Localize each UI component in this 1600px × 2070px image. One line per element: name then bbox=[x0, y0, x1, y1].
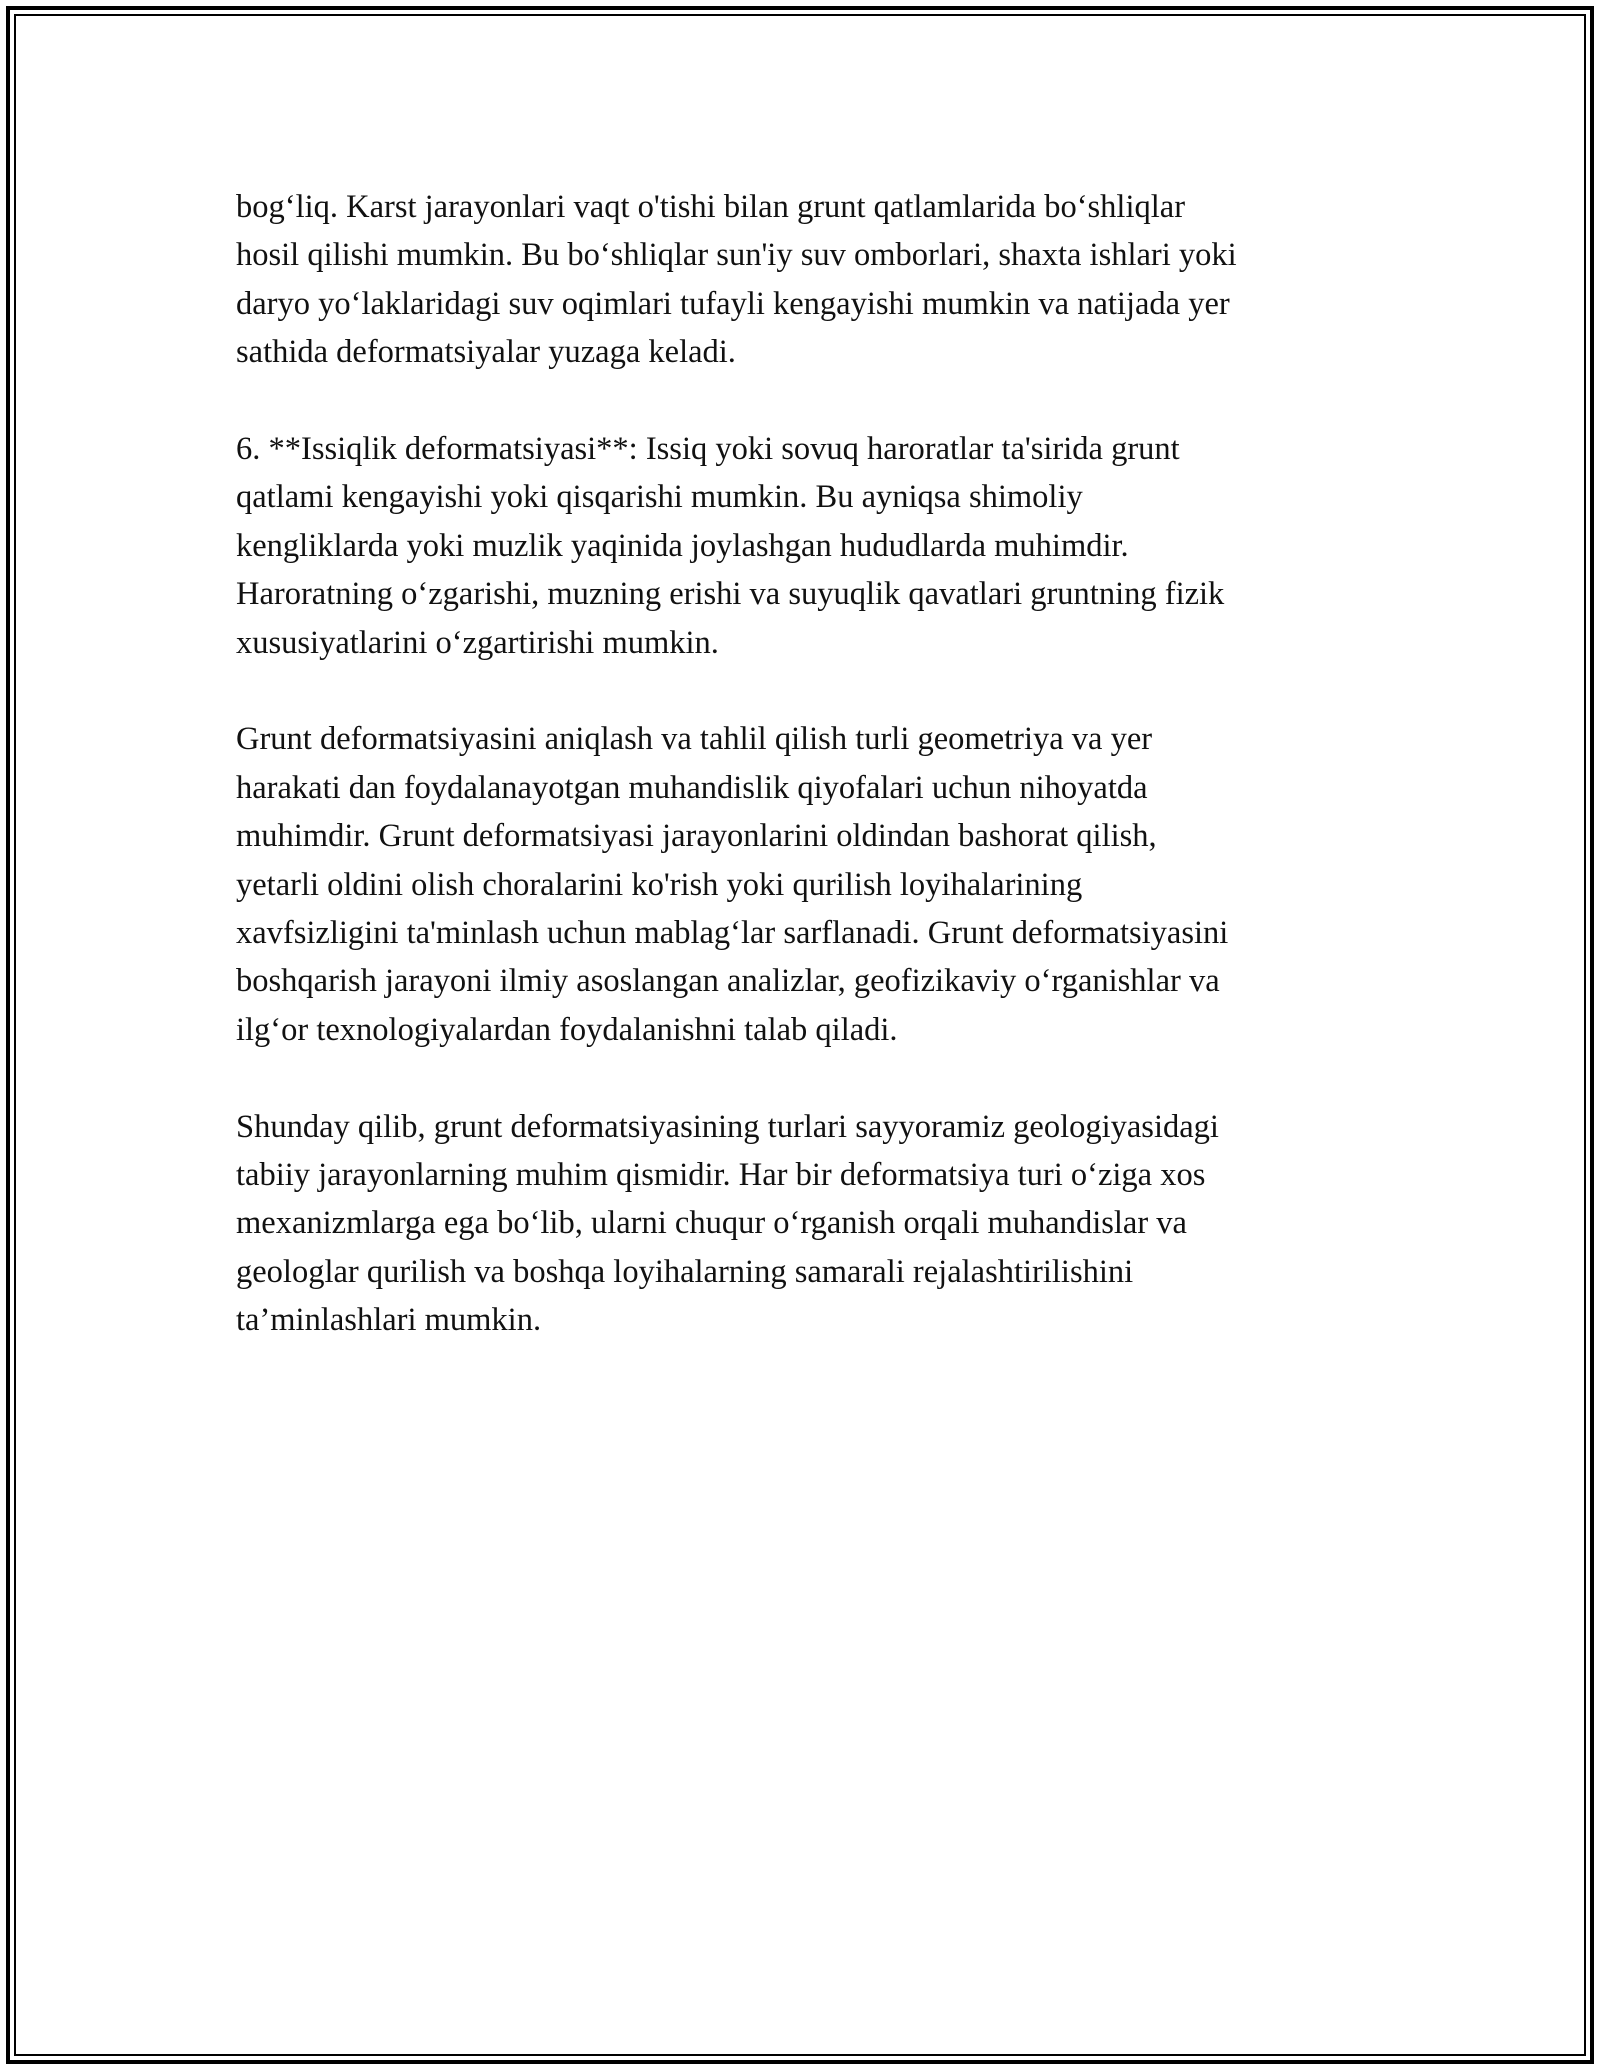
paragraph-thermal-deformation: 6. **Issiqlik deformatsiyasi**: Issiq yoki sovuq haroratlar ta'sirida grunt qatlami kengayishi yoki qisqarishi mumkin. Bu ayniqsa shimoliy kengliklarda yoki muzlik yaqinida joylashgan hududlarda muhimdir. Haroratning o‘zgarishi, muzning erishi va suyuqlik qavatlari gruntning fizik xususiyatlarini o‘zgartirishi mumkin. bbox=[236, 431, 1225, 661]
paragraph-karst-continuation: bog‘liq. Karst jarayonlari vaqt o'tishi bilan grunt qatlamlarida bo‘shliqlar hosil qilishi mumkin. Bu bo‘shliqlar sun'iy suv omborlari, shaxta ishlari yoki daryo yo‘laklaridagi suv oqimlari tufayli kengayishi mumkin va natijada yer sathida deformatsiyalar yuzaga keladi. bbox=[236, 189, 1237, 371]
document-body bbox=[236, 183, 1376, 1393]
paragraph-conclusion: Shunday qilib, grunt deformatsiyasining turlari sayyoramiz geologiyasidagi tabiiy jarayonlarning muhim qismidir. Har bir deformatsiya turi o‘ziga xos mexanizmlarga ega bo‘lib, ularni chuqur o‘rganish orqali muhandislar va geologlar qurilish va boshqa loyihalarning samarali rejalashtirilishini ta’minlashlari mumkin. bbox=[236, 1108, 1219, 1339]
paragraph-deformation-analysis: Grunt deformatsiyasini aniqlash va tahlil qilish turli geometriya va yer harakati dan foydalanayotgan muhandislik qiyofalari uchun nihoyatda muhimdir. Grunt deformatsiyasi jarayonlarini oldindan bashorat qilish, yetarli oldini olish choralarini ko'rish yoki qurilish loyihalarining xavfsizligini ta'minlash uchun mablag‘lar sarflanadi. Grunt deformatsiyasini boshqarish jarayoni ilmiy asoslangan analizlar, geofizikaviy o‘rganishlar va ilg‘or texnologiyalardan foydalanishni talab qiladi. bbox=[236, 721, 1229, 1048]
